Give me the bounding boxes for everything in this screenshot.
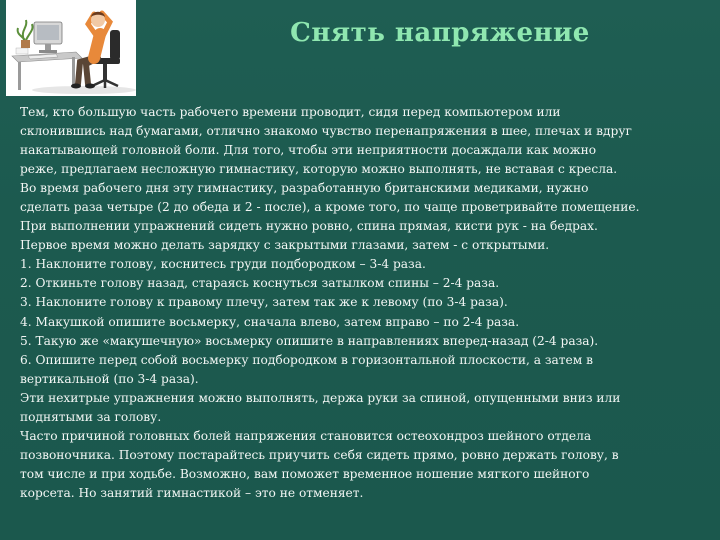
body-line: При выполнении упражнений сидеть нужно ровно, спина прямая, кисти рук - на бедрах. [20,219,598,234]
body-line: Первое время можно делать зарядку с закрытыми глазами, затем - с открытыми. [20,238,550,253]
exercise-item-2: 2. Откиньте голову назад, стараясь коснуться затылком спины – 2-4 раза. [20,276,500,291]
exercise-item-1: 1. Наклоните голову, коснитесь груди подбородком – 3-4 раза. [20,257,426,272]
body-line: склонившись над бумагами, отлично знакомо чувство перенапряжения в шее, плечах и вдруг [20,124,632,139]
office-worker-illustration-icon [6,0,136,96]
slide-title: Снять напряжение [290,18,590,48]
exercise-item-6: 6. Опишите перед собой восьмерку подбородком в горизонтальной плоскости, а затем в [20,352,593,367]
body-line: поднятыми за голову. [20,409,162,424]
body-line: том числе и при ходьбе. Возможно, вам поможет временное ношение мягкого шейного [20,466,590,481]
body-line: корсета. Но занятий гимнастикой – это не отменяет. [20,485,364,500]
body-line: сделать раза четыре (2 до обеда и 2 - после), а кроме того, по чаще проветривайте помещение. [20,200,640,215]
body-line: позвоночника. Поэтому постарайтесь приучить себя сидеть прямо, ровно держать голову, в [20,447,619,462]
body-line: Часто причиной головных болей напряжения становится остеохондроз шейного отдела [20,428,592,443]
body-line: реже, предлагаем несложную гимнастику, которую можно выполнять, не вставая с кресла. [20,162,618,177]
body-line: Эти нехитрые упражнения можно выполнять, держа руки за спиной, опущенными вниз или [20,390,621,405]
body-line: вертикальной (по 3-4 раза). [20,371,199,386]
slide-body-text [20,103,702,503]
body-line: Тем, кто большую часть рабочего времени проводит, сидя перед компьютером или [20,105,561,119]
exercise-item-3: 3. Наклоните голову к правому плечу, затем так же к левому (по 3-4 раза). [20,295,508,310]
exercise-item-4: 4. Макушкой опишите восьмерку, сначала влево, затем вправо – по 2-4 раза. [20,314,520,329]
body-line: накатывающей головной боли. Для того, чтобы эти неприятности досаждали как можно [20,143,597,158]
body-line: Во время рабочего дня эту гимнастику, разработанную британскими медиками, нужно [20,181,589,196]
exercise-item-5: 5. Такую же «макушечную» восьмерку опишите в направлениях вперед-назад (2-4 раза). [20,333,599,348]
